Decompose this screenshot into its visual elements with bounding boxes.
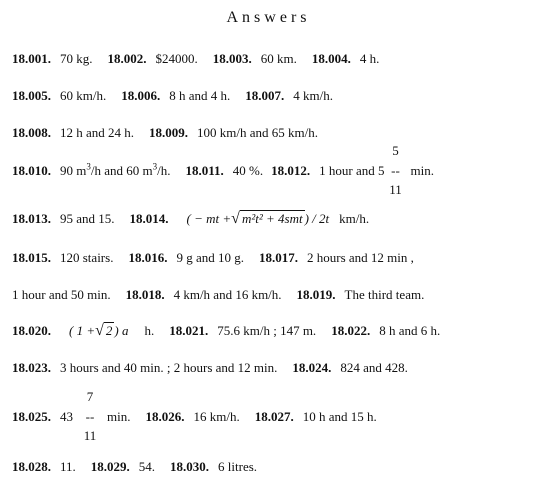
answer-text: 9 g and 10 g.	[176, 250, 244, 265]
problem-number: 18.018.	[125, 287, 165, 302]
fraction: 7 -- 11	[83, 389, 97, 443]
answer-row	[12, 287, 439, 303]
problem-number: 18.006.	[121, 88, 161, 103]
answer-text: 1 hour and 5	[319, 163, 385, 178]
formula: ( − mt +√ m²t² + 4smt) / 2t	[186, 210, 330, 227]
answer-text: 824 and 428.	[340, 360, 408, 375]
problem-number: 18.009.	[149, 125, 189, 140]
problem-number: 18.008.	[12, 125, 51, 140]
answer-text: 60 km.	[260, 51, 297, 66]
answer-row	[12, 210, 369, 227]
answer-row	[12, 125, 333, 141]
answer-text: km/h.	[339, 211, 370, 226]
answer-text: 95 and 15.	[60, 211, 115, 226]
answer-text: 6 litres.	[218, 459, 258, 474]
problem-number: 18.028.	[12, 459, 51, 474]
answer-row	[12, 88, 348, 104]
problem-number: 18.025.	[12, 409, 51, 424]
problem-number: 18.029.	[90, 459, 130, 474]
answer-text: 100 km/h and 65 km/h.	[197, 125, 318, 140]
answer-text: 11.	[60, 459, 76, 474]
answer-text: 70 kg.	[60, 51, 93, 66]
problem-number: 18.011.	[185, 163, 224, 178]
answer-row	[12, 51, 394, 67]
answer-text: $24000.	[155, 51, 198, 66]
problem-number: 18.015.	[12, 250, 51, 265]
answer-text: 75.6 km/h ; 147 m.	[217, 323, 317, 338]
problem-number: 18.004.	[311, 51, 351, 66]
problem-number: 18.023.	[12, 360, 51, 375]
answer-text: 54.	[138, 459, 156, 474]
problem-number: 18.016.	[128, 250, 168, 265]
problem-number: 18.027.	[254, 409, 294, 424]
problem-number: 18.021.	[169, 323, 209, 338]
problem-number: 18.022.	[331, 323, 371, 338]
page-title: Answers	[226, 9, 311, 26]
problem-number: 18.002.	[107, 51, 147, 66]
answer-row	[12, 322, 455, 339]
problem-number: 18.017.	[258, 250, 298, 265]
answer-text: 120 stairs.	[60, 250, 114, 265]
answer-text: 43	[60, 409, 73, 424]
answer-text: 10 h and 15 h.	[302, 409, 377, 424]
answer-text: 90 $m^3/h$ and 60 $m^3/h$.	[60, 161, 171, 178]
answer-text: 2 hours and 12 min ,	[306, 250, 414, 265]
answer-text: h.	[144, 323, 155, 338]
answer-text: 12 h and 24 h.	[60, 125, 135, 140]
answer-row	[12, 250, 429, 266]
problem-number: 18.024.	[292, 360, 332, 375]
problem-number: 18.014.	[129, 211, 169, 226]
answer-text: 3 hours and 40 min. ; 2 hours and 12 min.	[60, 360, 278, 375]
answer-text: 8 h and 4 h.	[169, 88, 231, 103]
formula: ( 1 +√ 2) a	[69, 322, 129, 339]
answer-text: 4 h.	[359, 51, 380, 66]
answer-text: min.	[107, 409, 131, 424]
answer-text: 4 km/h and 16 km/h.	[173, 287, 282, 302]
problem-number: 18.001.	[12, 51, 51, 66]
answer-text: 4 km/h.	[293, 88, 333, 103]
problem-number: 18.007.	[245, 88, 285, 103]
answer-text: 60 km/h.	[60, 88, 107, 103]
problem-number: 18.013.	[12, 211, 51, 226]
answer-row	[12, 389, 392, 443]
answer-text: 16 km/h.	[193, 409, 240, 424]
problem-number: 18.012.	[271, 163, 311, 178]
answer-row	[12, 360, 423, 376]
answer-text: min.	[410, 163, 434, 178]
problem-number: 18.003.	[212, 51, 252, 66]
answer-text: 40 %.	[232, 163, 264, 178]
problem-number: 18.010.	[12, 163, 51, 178]
answer-row	[12, 143, 434, 197]
answer-text: 8 h and 6 h.	[379, 323, 441, 338]
answer-row	[12, 459, 272, 475]
problem-number: 18.020.	[12, 323, 51, 338]
problem-number: 18.019.	[296, 287, 336, 302]
answer-text: 1 hour and 50 min.	[12, 287, 111, 302]
answer-text: The third team.	[344, 287, 425, 302]
fraction: 5 -- 11	[389, 143, 402, 197]
problem-number: 18.005.	[12, 88, 51, 103]
problem-number: 18.026.	[145, 409, 185, 424]
problem-number: 18.030.	[170, 459, 210, 474]
